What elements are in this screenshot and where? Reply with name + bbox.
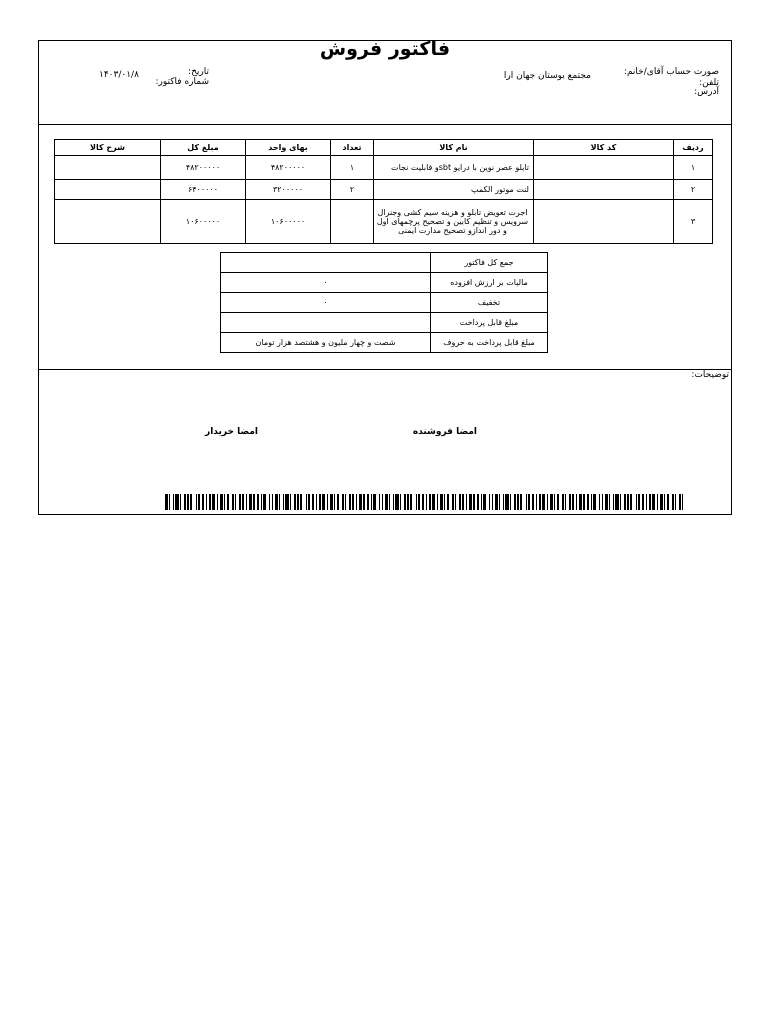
- invoice-sheet: [38, 40, 732, 515]
- col-total: مبلغ کل: [161, 140, 246, 156]
- summary-row: [221, 253, 548, 273]
- summary-label: مالیات بر ارزش افزوده: [431, 273, 548, 293]
- summary-row: [221, 293, 548, 313]
- invoice-title: فاکتور فروش: [319, 38, 451, 60]
- barcode: [165, 494, 683, 510]
- table-row: [55, 156, 713, 180]
- cell-code: [534, 180, 674, 200]
- cell-code: [534, 156, 674, 180]
- col-qty: تعداد: [331, 140, 374, 156]
- cell-name: لنت موتور الکمپ: [374, 180, 534, 200]
- summary-label: تخفیف: [431, 293, 548, 313]
- phone-label: تلفن:: [699, 78, 719, 88]
- col-unit-price: بهای واحد: [246, 140, 331, 156]
- cell-description: [55, 200, 161, 244]
- invoice-number-label: شماره فاکتور:: [155, 77, 209, 87]
- summary-table: [220, 252, 548, 353]
- items-header-row: [55, 140, 713, 156]
- account-value: مجتمع بوستان جهان ارا: [503, 71, 591, 81]
- cell-row: ۲: [674, 180, 713, 200]
- summary-value: [221, 313, 431, 333]
- table-row: [55, 200, 713, 244]
- col-code: کد کالا: [534, 140, 674, 156]
- cell-qty: [331, 200, 374, 244]
- summary-value: ۰: [221, 273, 431, 293]
- cell-unit-price: ۴۸۲۰۰۰۰۰: [246, 156, 331, 180]
- items-table: [54, 139, 713, 244]
- cell-name: اجرت تعویض تابلو و هزینه سیم کشی وجنرال سرویس و تنظیم کابین و تصحیح پرچمهای اول و دور اندازو تصحیح مدارت ایمنی: [374, 200, 534, 244]
- summary-row: [221, 313, 548, 333]
- cell-total: ۴۸۲۰۰۰۰۰: [161, 156, 246, 180]
- cell-total: ۱۰۶۰۰۰۰۰: [161, 200, 246, 244]
- header-divider: [39, 124, 731, 125]
- notes-label: توضیحات:: [691, 370, 729, 380]
- cell-qty: ۱: [331, 156, 374, 180]
- cell-row: ۱: [674, 156, 713, 180]
- summary-label: مبلغ قابل پرداخت به حروف: [431, 333, 548, 353]
- seller-signature-label: امضا فروشنده: [412, 427, 477, 437]
- footer-divider: [39, 369, 731, 370]
- cell-unit-price: ۳۲۰۰۰۰۰: [246, 180, 331, 200]
- summary-label: جمع کل فاکتور: [431, 253, 548, 273]
- summary-value: ۰: [221, 293, 431, 313]
- summary-row: [221, 273, 548, 293]
- cell-code: [534, 200, 674, 244]
- col-row: ردیف: [674, 140, 713, 156]
- col-name: نام کالا: [374, 140, 534, 156]
- cell-qty: ۲: [331, 180, 374, 200]
- cell-description: [55, 156, 161, 180]
- cell-unit-price: ۱۰۶۰۰۰۰۰: [246, 200, 331, 244]
- col-description: شرح کالا: [55, 140, 161, 156]
- cell-description: [55, 180, 161, 200]
- cell-row: ۳: [674, 200, 713, 244]
- date-label: تاریخ:: [188, 67, 209, 77]
- date-value: ۱۴۰۳/۰۱/۸: [99, 70, 139, 80]
- summary-value: شصت و چهار ملیون و هشتصد هزار تومان: [221, 333, 431, 353]
- buyer-signature-label: امضا خریدار: [205, 427, 258, 437]
- summary-row: [221, 333, 548, 353]
- table-row: [55, 180, 713, 200]
- account-label: صورت حساب آقای/خانم:: [623, 67, 719, 77]
- cell-total: ۶۴۰۰۰۰۰: [161, 180, 246, 200]
- summary-value: [221, 253, 431, 273]
- address-label: آدرس:: [694, 87, 719, 97]
- cell-name: تابلو عصر نوین با درایو sbtو قابلیت نجات: [374, 156, 534, 180]
- summary-label: مبلغ قابل پرداخت: [431, 313, 548, 333]
